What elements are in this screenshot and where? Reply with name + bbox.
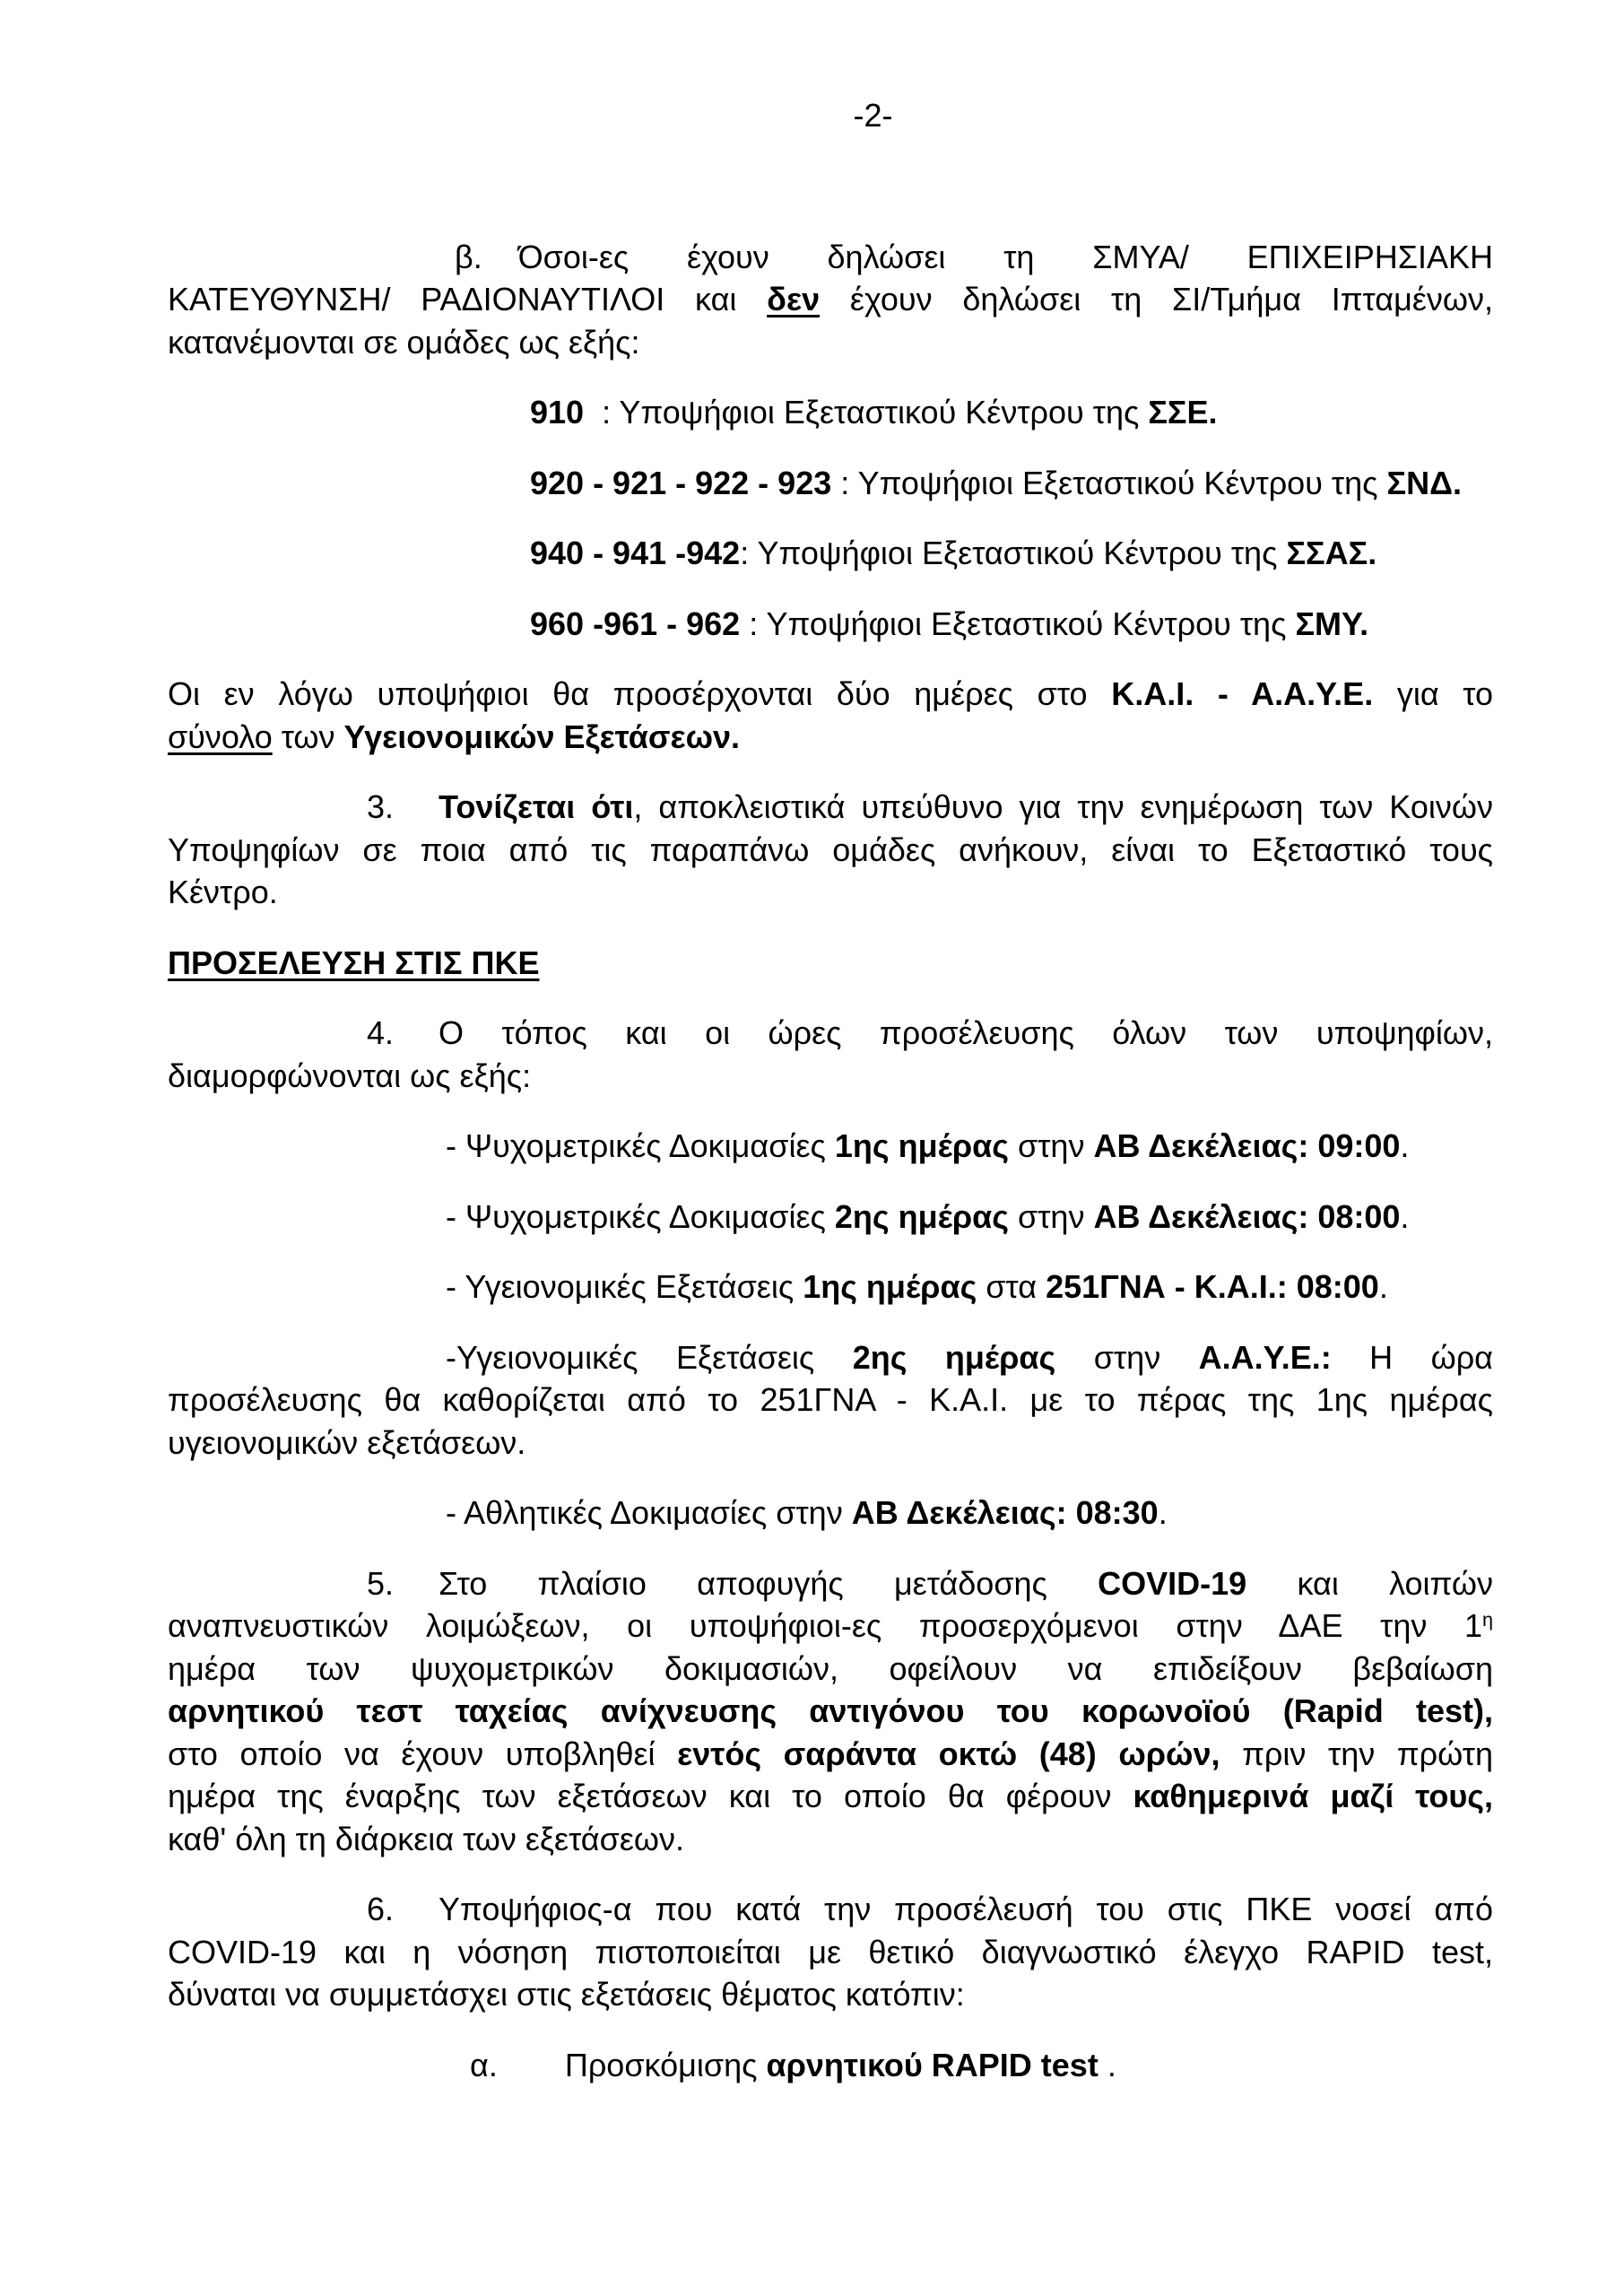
dash-psychometric-day2 [168, 1196, 1493, 1239]
group-910 [168, 391, 1493, 434]
text-line [168, 829, 1493, 872]
text-line [168, 1012, 1493, 1055]
text-run: ΑΒ Δεκέλειας: 09:00 [1093, 1127, 1401, 1164]
text-line [168, 786, 1493, 829]
text-run: 5. [367, 1564, 395, 1602]
text-run: . [1158, 1494, 1168, 1531]
text-line [168, 1055, 1493, 1098]
text-line [168, 716, 1493, 759]
text-run: Α.Α.Υ.Ε.: [1198, 1338, 1332, 1376]
text-run: Υγειονομικών Εξετάσεων. [343, 718, 741, 755]
dash-psychometric-day1 [168, 1125, 1493, 1168]
text-run: προσέλευσης θα καθορίζεται από το 251ΓΝΑ - Κ.Α.Ι. με το πέρας της 1ης ημέρας [168, 1381, 1493, 1418]
text-run: πριν την πρώτη [1220, 1735, 1493, 1772]
dash-ygeionomikes-day1 [168, 1265, 1493, 1309]
text-run: ΣΣΕ. [1148, 394, 1218, 430]
group-960 [168, 603, 1493, 646]
text-run: των [272, 718, 344, 755]
text-run: - Αθλητικές Δοκιμασίες στην [446, 1494, 852, 1531]
text-run: ΑΒ Δεκέλειας: 08:30 [851, 1494, 1159, 1531]
text-line [168, 462, 1493, 505]
text-line [168, 1973, 1493, 2016]
text-run: ημέρα των ψυχομετρικών δοκιμασιών, οφείλουν να επιδείξουν βεβαίωση [168, 1649, 1493, 1687]
text-run: 251ΓΝΑ - Κ.Α.Ι.: 08:00 [1046, 1268, 1379, 1305]
text-run: 910 [530, 394, 585, 430]
text-run: 2ης ημέρας [852, 1338, 1056, 1376]
text-run: έχουν δηλώσει τη ΣΙ/Τμήμα Ιπταμένων, [820, 281, 1493, 317]
text-run: . [1378, 1268, 1388, 1305]
text-run: Τονίζεται ότι [439, 788, 634, 825]
text-line [168, 1888, 1493, 1931]
text-run: - Υγειονομικές Εξετάσεις [446, 1268, 803, 1305]
text-run: στην [1008, 1127, 1094, 1164]
text-line [168, 1690, 1493, 1733]
text-run: Κ.Α.Ι. - Α.Α.Υ.Ε. [1111, 675, 1374, 712]
text-run: στην [1055, 1338, 1199, 1376]
text-run: - Ψυχομετρικές Δοκιμασίες [446, 1197, 835, 1235]
text-run: διαμορφώνονται ως εξής: [168, 1057, 532, 1094]
text-run: , αποκλειστικά υπεύθυνο για την ενημέρωση των Κοινών [633, 788, 1493, 825]
text-run: 920 - 921 - 922 - 923 [530, 464, 832, 501]
text-run: 1ης ημέρας [803, 1268, 977, 1305]
text-line [168, 321, 1493, 364]
text-line [168, 532, 1493, 575]
text-run: στα [977, 1268, 1046, 1305]
text-run: . [1400, 1197, 1410, 1235]
document-body [168, 236, 1493, 2087]
text-run: β. [455, 238, 482, 275]
text-run: Προσκόμισης [564, 2046, 767, 2083]
text-line [168, 1931, 1493, 1974]
text-run: ημέρα της έναρξης των εξετάσεων και το οποίο θα φέρουν [168, 1778, 1133, 1814]
text-run: 2ης ημέρας [834, 1197, 1009, 1235]
text-run: 1ης ημέρας [834, 1127, 1009, 1164]
text-line [168, 236, 1493, 279]
text-run: Όσοι-ες έχουν δηλώσει τη ΣΜΥΑ/ ΕΠΙΧΕΙΡΗΣΙΑΚΗ [517, 238, 1493, 275]
text-line [168, 1422, 1493, 1465]
text-line [168, 603, 1493, 646]
text-run: σύνολο [168, 718, 273, 755]
text-line [168, 1648, 1493, 1691]
text-run: ΠΡΟΣΕΛΕΥΣΗ ΣΤΙΣ ΠΚΕ [168, 944, 540, 981]
para-6-rapid [168, 1888, 1493, 2016]
text-run: ΣΝΔ. [1386, 464, 1462, 501]
text-line [168, 1336, 1493, 1379]
text-run: Υποψηφίων σε ποια από τις παραπάνω ομάδες ανήκουν, είναι το Εξεταστικό τους [168, 831, 1493, 868]
group-920 [168, 462, 1493, 505]
text-line [168, 1562, 1493, 1605]
text-run: στην [1008, 1197, 1094, 1235]
text-run: : Υποψήφιοι Εξεταστικού Κέντρου της [584, 394, 1149, 430]
text-run: αρνητικού RAPID test [766, 2046, 1099, 2083]
text-line [168, 1196, 1493, 1239]
alpha-item-proskomisi [168, 2044, 1493, 2087]
para-4-topos-ores [168, 1012, 1493, 1097]
text-line [168, 942, 1493, 985]
text-line [168, 1125, 1493, 1168]
text-run: ΣΜΥ. [1295, 604, 1369, 642]
text-run: Υποψήφιος-α που κατά την προσέλευσή του στις ΠΚΕ νοσεί από [439, 1891, 1493, 1927]
text-run: 3. [367, 788, 395, 825]
text-run: δύναται να συμμετάσχει στις εξετάσεις θέματος κατόπιν: [168, 1976, 965, 2013]
page-number: -2- [853, 97, 893, 134]
text-run: καθ' όλη τη διάρκεια των εξετάσεων. [168, 1820, 684, 1857]
text-line [168, 1265, 1493, 1309]
para-beta-smya [168, 236, 1493, 364]
text-run: ΚΑΤΕΥΘΥΝΣΗ/ ΡΑΔΙΟΝΑΥΤΙΛΟΙ και [168, 281, 768, 317]
text-run: COVID-19 και η νόσηση πιστοποιείται με θετικό διαγνωστικό έλεγχο RAPID test, [168, 1933, 1493, 1970]
text-run: εντός σαράντα οκτώ (48) ωρών, [677, 1735, 1220, 1772]
text-run: καθημερινά μαζί τους, [1133, 1778, 1493, 1814]
text-run: 940 - 941 -942 [530, 535, 741, 571]
text-line [168, 1818, 1493, 1861]
text-run: -Υγειονομικές Εξετάσεις [446, 1338, 853, 1376]
text-line [168, 871, 1493, 914]
text-run: για το [1373, 675, 1494, 712]
text-run: αρνητικού τεστ ταχείας ανίχνευσης αντιγόνου του κορωνοϊού (Rapid test), [168, 1692, 1493, 1729]
text-run: και λοιπών [1246, 1564, 1493, 1602]
text-run: 960 -961 - 962 [530, 604, 741, 642]
text-line [168, 391, 1493, 434]
text-line [168, 1733, 1493, 1776]
dash-athlitikes [168, 1492, 1493, 1535]
text-line [168, 1378, 1493, 1422]
text-run: : Υποψήφιοι Εξεταστικού Κέντρου της [740, 604, 1296, 642]
para-ygeionomikes-day2 [168, 1336, 1493, 1465]
text-run: α. [470, 2046, 498, 2083]
text-run: υγειονομικών εξετάσεων. [168, 1423, 526, 1461]
text-run: 6. [367, 1891, 395, 1927]
text-run: Η ώρα [1331, 1338, 1493, 1376]
heading-proseleysi-pke [168, 942, 1493, 985]
text-run: ΑΒ Δεκέλειας: 08:00 [1093, 1197, 1401, 1235]
para-3-tonizetai [168, 786, 1493, 914]
text-run: Κέντρο. [168, 874, 278, 910]
text-run: - Ψυχομετρικές Δοκιμασίες [446, 1127, 835, 1164]
text-run: Οι εν λόγω υποψήφιοι θα προσέρχονται δύο ημέρες στο [168, 675, 1112, 712]
text-run: . [1400, 1127, 1410, 1164]
text-run: Στο πλαίσιο αποφυγής μετάδοσης [439, 1564, 1099, 1602]
text-line [168, 673, 1493, 716]
text-line [168, 1492, 1493, 1535]
text-run: Ο τόπος και οι ώρες προσέλευσης όλων των υποψηφίων, [439, 1014, 1493, 1051]
text-line [168, 1605, 1493, 1648]
text-run: : Υποψήφιοι Εξεταστικού Κέντρου της [740, 535, 1287, 571]
text-line [168, 2044, 1493, 2087]
text-run: COVID-19 [1098, 1564, 1247, 1602]
text-run: δεν [767, 281, 821, 317]
text-run: αναπνευστικών λοιμώξεων, οι υποψήφιοι-ες προσερχόμενοι στην ΔΑΕ την 1 [168, 1607, 1482, 1644]
para-kai-aaye [168, 673, 1493, 758]
text-line [168, 278, 1493, 321]
para-5-covid [168, 1562, 1493, 1861]
text-run: ΣΣΑΣ. [1286, 535, 1377, 571]
text-run: . [1098, 2046, 1116, 2083]
text-run: κατανέμονται σε ομάδες ως εξής: [168, 323, 640, 361]
superscript-text: η [1481, 1608, 1493, 1631]
text-run: : Υποψήφιοι Εξεταστικού Κέντρου της [831, 464, 1387, 501]
text-line [168, 1775, 1493, 1818]
text-run: στο οποίο να έχουν υποβληθεί [168, 1735, 678, 1772]
group-940 [168, 532, 1493, 575]
text-run: 4. [367, 1014, 395, 1051]
